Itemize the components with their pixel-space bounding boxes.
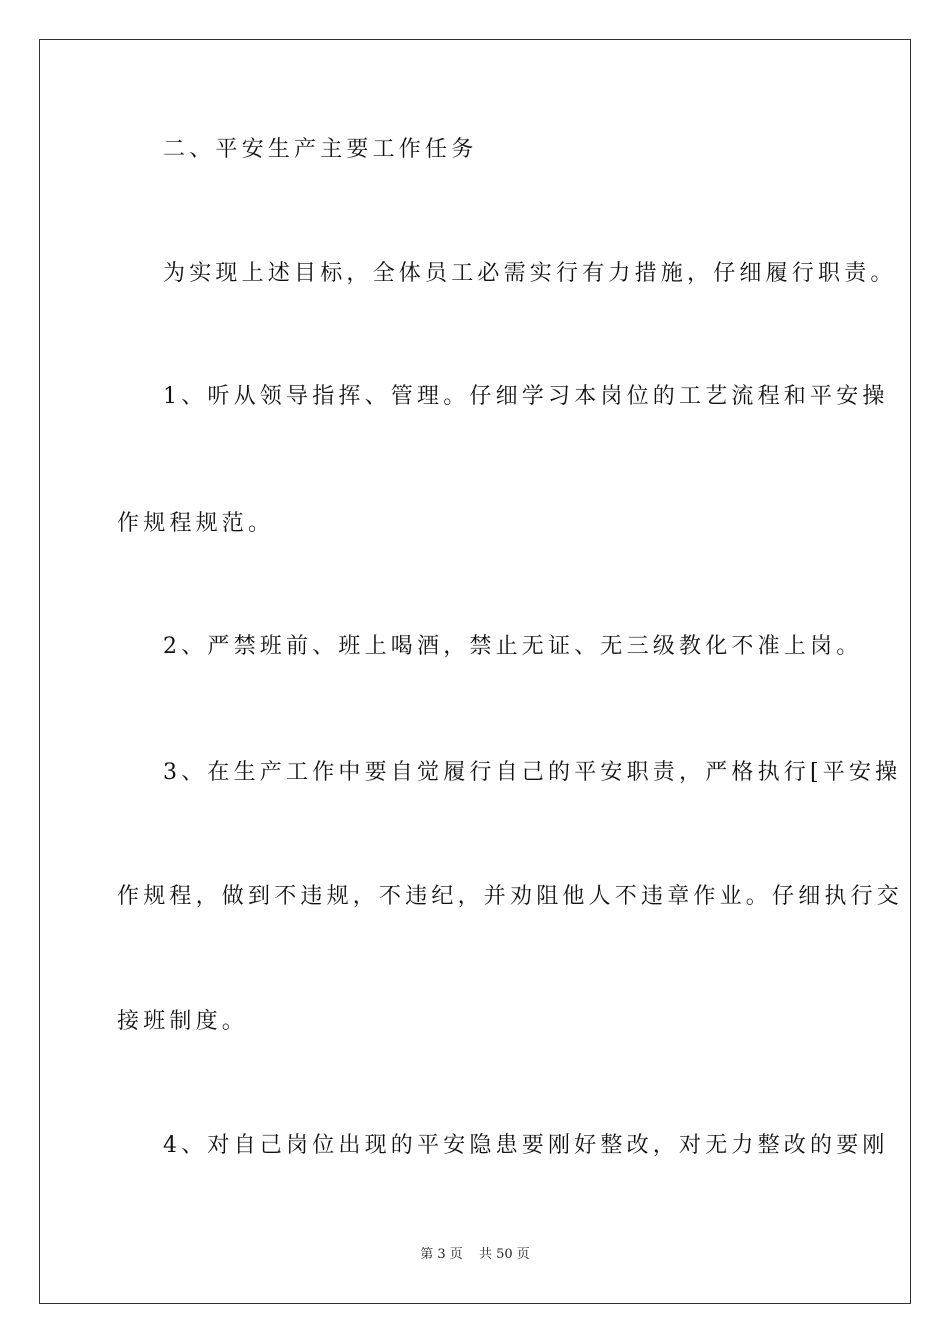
paragraph-line: 作规程规范。 <box>117 511 275 536</box>
page-footer <box>0 1246 950 1264</box>
paragraph-line: 3、在生产工作中要自觉履行自己的平安职责，严格执行[平安操 <box>163 760 902 785</box>
paragraph-line: 接班制度。 <box>117 1009 249 1034</box>
paragraph-line: 1、听从领导指挥、管理。仔细学习本岗位的工艺流程和平安操 <box>163 384 889 409</box>
paragraph-line: 为实现上述目标，全体员工必需实行有力措施，仔细履行职责。 <box>163 261 897 286</box>
section-heading: 二、平安生产主要工作任务 <box>163 137 478 162</box>
paragraph-line: 2、严禁班前、班上喝酒，禁止无证、无三级教化不准上岗。 <box>163 634 863 659</box>
paragraph-line: 作规程，做到不违规，不违纪，并劝阻他人不违章作业。仔细执行交 <box>117 884 904 909</box>
page-border <box>39 39 911 1304</box>
paragraph-line: 4、对自己岗位出现的平安隐患要刚好整改，对无力整改的要刚 <box>163 1133 889 1158</box>
page-total: 共 50 页 <box>478 1247 530 1262</box>
page-number: 第 3 页 <box>420 1247 463 1262</box>
